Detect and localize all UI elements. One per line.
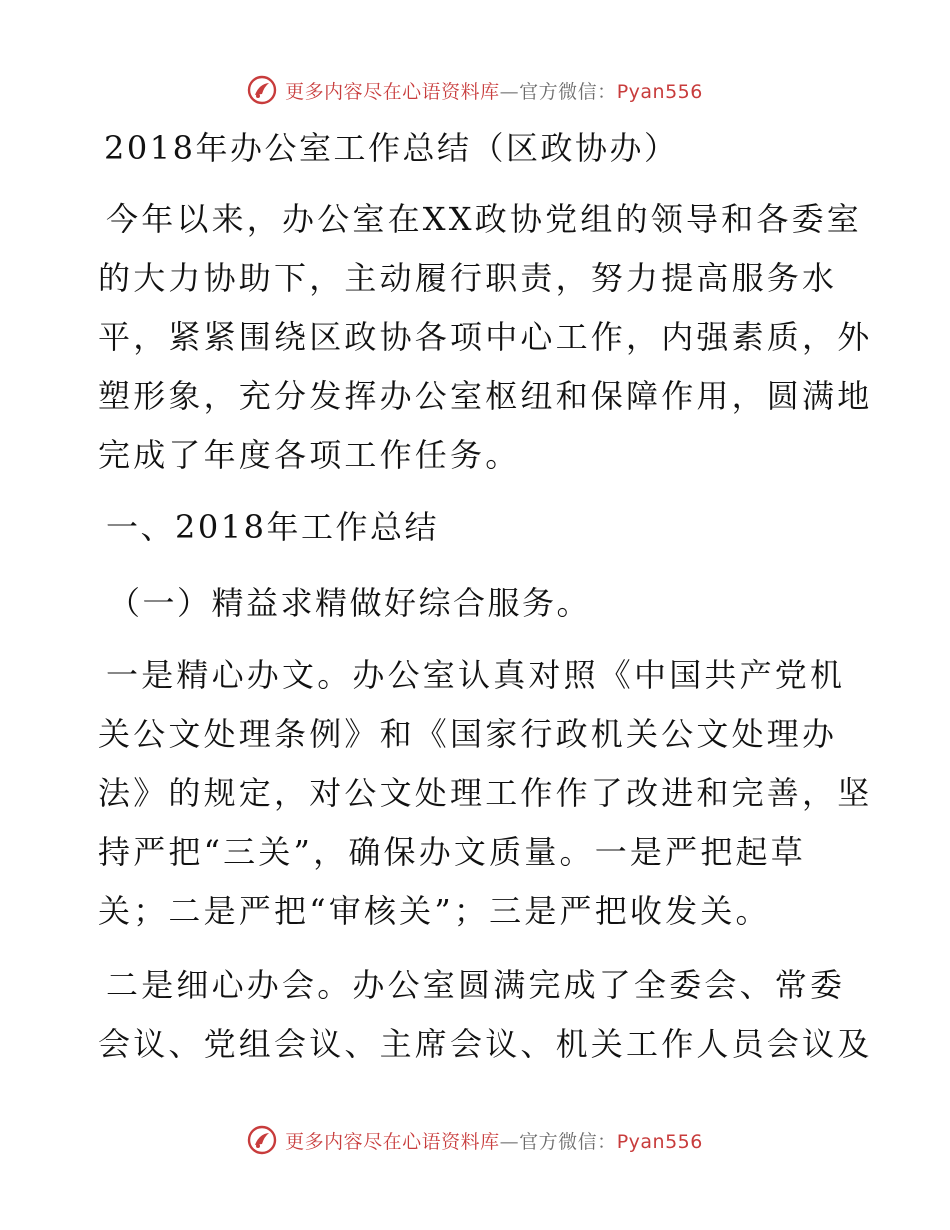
document-title: 2018年办公室工作总结（区政协办） [104, 129, 679, 167]
paragraph-line: 法》的规定，对公文处理工作作了改进和完善，坚 [98, 774, 873, 812]
section-heading: 一、2018年工作总结 [106, 508, 439, 546]
paragraph-line: 会议、党组会议、主席会议、机关工作人员会议及 [98, 1025, 873, 1063]
seal-logo-icon [247, 1125, 277, 1155]
paragraph-line: 二是细心办会。办公室圆满完成了全委会、常委 [106, 966, 846, 1004]
paragraph-line: 关；二是严把“审核关”；三是严把收发关。 [98, 892, 771, 930]
watermark-text: 更多内容尽在心语资料库—官方微信：Pyan556 [285, 1130, 703, 1153]
watermark-banner-bottom [0, 1120, 950, 1160]
paragraph-line: 完成了年度各项工作任务。 [98, 436, 521, 474]
item-2-paragraph [98, 956, 873, 1074]
paragraph-line: 持严把“三关”，确保办文质量。一是严把起草 [98, 833, 806, 871]
paragraph-line: 关公文处理条例》和《国家行政机关公文处理办 [98, 715, 838, 753]
paragraph-line: 一是精心办文。办公室认真对照《中国共产党机 [106, 656, 846, 694]
paragraph-line: 今年以来，办公室在XX政协党组的领导和各委室 [106, 200, 862, 238]
watermark-text: 更多内容尽在心语资料库—官方微信：Pyan556 [285, 80, 703, 103]
paragraph-line: 塑形象，充分发挥办公室枢纽和保障作用，圆满地 [98, 377, 873, 415]
seal-logo-icon [247, 75, 277, 105]
intro-paragraph [98, 190, 873, 485]
subsection-heading: （一）精益求精做好综合服务。 [108, 584, 592, 622]
paragraph-line: 的大力协助下，主动履行职责，努力提高服务水 [98, 259, 838, 297]
item-1-paragraph [98, 646, 873, 941]
watermark-banner-top [0, 70, 950, 110]
paragraph-line: 平，紧紧围绕区政协各项中心工作，内强素质，外 [98, 318, 873, 356]
